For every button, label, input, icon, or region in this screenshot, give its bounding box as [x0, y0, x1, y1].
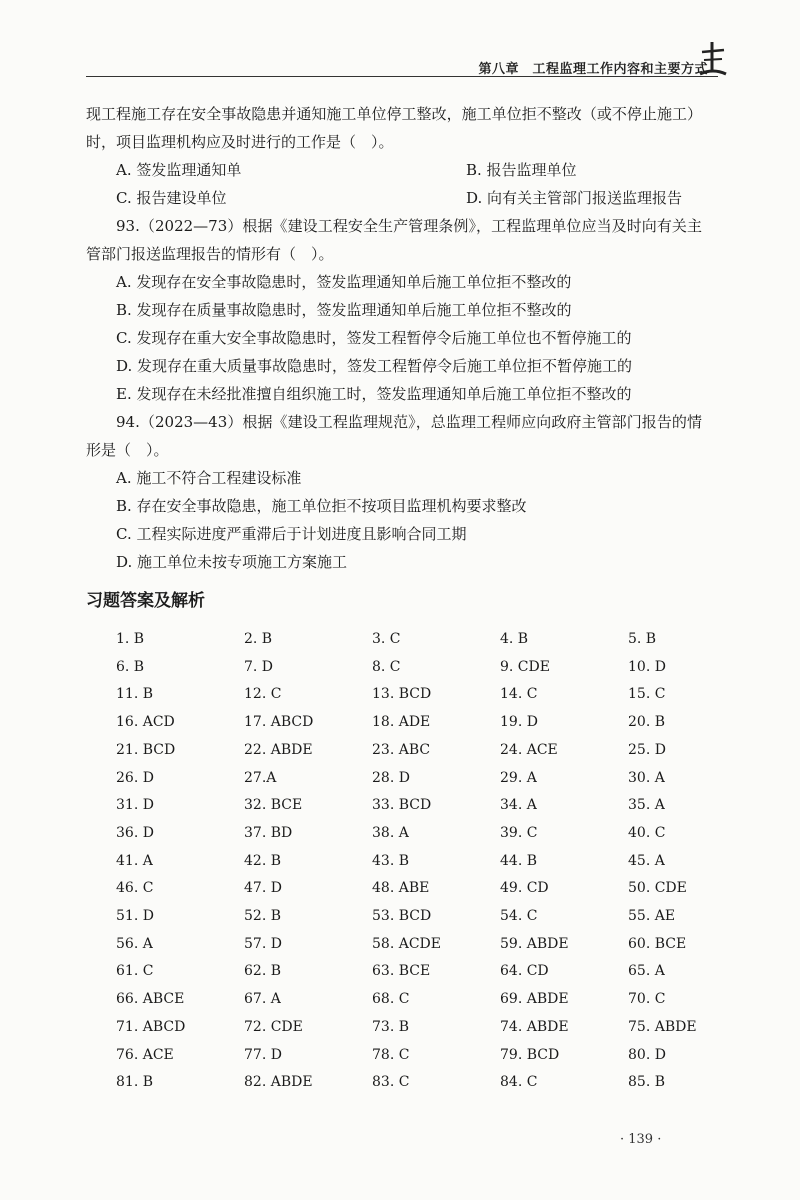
answer-item: 64. CD: [500, 963, 549, 980]
question-93-option-a: A. 发现存在安全事故隐患时，签发监理通知单后施工单位拒不整改的: [116, 273, 572, 291]
answer-item: 28. D: [372, 769, 410, 786]
question-94-option-a: A. 施工不符合工程建设标准: [116, 469, 302, 487]
question-93-text: 93.（2022—73）根据《建设工程安全生产管理条例》，工程监理单位应当及时向有关主管部门报送监理报告的情形有（ ）。: [86, 217, 702, 263]
answer-item: 57. D: [244, 935, 282, 952]
answer-item: 23. ABC: [372, 741, 431, 758]
answer-item: 33. BCD: [372, 797, 432, 814]
answers-grid: [86, 626, 702, 1097]
answer-item: 81. B: [116, 1074, 154, 1091]
answer-item: 68. C: [372, 991, 410, 1008]
answer-item: 66. ABCE: [116, 991, 185, 1008]
page-number: · 139 ·: [620, 1132, 662, 1147]
answer-item: 21. BCD: [116, 741, 176, 758]
answer-item: 84. C: [500, 1074, 538, 1091]
answer-item: 24. ACE: [500, 741, 558, 758]
answer-item: 15. C: [628, 686, 666, 703]
answer-item: 47. D: [244, 880, 282, 897]
answer-item: 78. C: [372, 1046, 410, 1063]
answer-item: 5. B: [628, 631, 657, 647]
chapter-decoration-icon: [696, 40, 730, 80]
answer-item: 48. ABE: [372, 880, 430, 897]
answer-item: 8. C: [372, 658, 401, 675]
answer-item: 76. ACE: [116, 1046, 174, 1063]
answer-item: 67. A: [244, 991, 281, 1008]
answer-item: 2. B: [244, 631, 273, 647]
answer-item: 44. B: [500, 852, 538, 869]
answer-item: 35. A: [628, 797, 665, 814]
answer-item: 12. C: [244, 686, 282, 703]
answer-item: 1. B: [116, 631, 145, 647]
answer-item: 43. B: [372, 852, 410, 869]
question-92-options-row-2: [86, 184, 702, 212]
answer-item: 63. BCE: [372, 963, 431, 980]
answer-item: 18. ADE: [372, 714, 431, 731]
question-93-option-c: C. 发现存在重大安全事故隐患时，签发工程暂停令后施工单位也不暂停施工的: [116, 329, 632, 347]
answer-item: 32. BCE: [244, 797, 303, 814]
answer-item: 40. C: [628, 824, 666, 841]
answer-item: 58. ACDE: [372, 935, 441, 952]
answer-item: 56. A: [116, 935, 153, 952]
answer-item: 72. CDE: [244, 1018, 303, 1035]
question-93-option-b: B. 发现存在质量事故隐患时，签发监理通知单后施工单位拒不整改的: [116, 301, 572, 319]
answer-item: 65. A: [628, 963, 665, 980]
answer-item: 31. D: [116, 797, 154, 814]
answer-item: 25. D: [628, 741, 666, 758]
answer-item: 85. B: [628, 1074, 666, 1091]
answer-item: 19. D: [500, 714, 538, 731]
answer-item: 7. D: [244, 658, 274, 675]
option-a: A. 签发监理通知单: [116, 161, 242, 179]
answer-item: 83. C: [372, 1074, 410, 1091]
answer-item: 13. BCD: [372, 686, 432, 703]
question-92-options-row-1: [86, 156, 702, 184]
chapter-header-title: 第八章 工程监理工作内容和主要方式: [478, 62, 708, 77]
option-b: B. 报告监理单位: [466, 161, 577, 179]
answer-item: 79. BCD: [500, 1046, 560, 1063]
question-94-text: 94.（2023—43）根据《建设工程监理规范》，总监理工程师应向政府主管部门报告的情形是（ ）。: [86, 413, 702, 459]
answer-item: 53. BCD: [372, 908, 432, 925]
answer-item: 77. D: [244, 1046, 282, 1063]
answer-item: 46. C: [116, 880, 154, 897]
answer-item: 61. C: [116, 963, 154, 980]
answer-item: 11. B: [116, 686, 154, 703]
question-93-option-e: E. 发现存在未经批准擅自组织施工时，签发监理通知单后施工单位拒不整改的: [116, 385, 632, 403]
answer-item: 70. C: [628, 991, 666, 1008]
answer-item: 80. D: [628, 1046, 666, 1063]
answer-item: 62. B: [244, 963, 282, 980]
answers-section-title: 习题答案及解析: [86, 591, 205, 611]
answer-item: 36. D: [116, 824, 154, 841]
option-c: C. 报告建设单位: [116, 189, 227, 207]
answer-item: 10. D: [628, 658, 666, 675]
answer-item: 73. B: [372, 1018, 410, 1035]
answer-item: 51. D: [116, 908, 154, 925]
answer-item: 29. A: [500, 769, 537, 786]
answer-item: 39. C: [500, 824, 538, 841]
answer-item: 26. D: [116, 769, 154, 786]
answer-item: 50. CDE: [628, 880, 687, 897]
answer-item: 82. ABDE: [244, 1074, 313, 1091]
answer-item: 54. C: [500, 908, 538, 925]
question-94-option-c: C. 工程实际进度严重滞后于计划进度且影响合同工期: [116, 525, 467, 543]
answer-item: 41. A: [116, 852, 153, 869]
header-divider: [86, 76, 718, 77]
answer-item: 69. ABDE: [500, 991, 569, 1008]
answer-item: 27.A: [244, 769, 277, 786]
answer-item: 71. ABCD: [116, 1018, 186, 1035]
answer-item: 45. A: [628, 852, 665, 869]
answer-item: 37. BD: [244, 824, 293, 841]
answer-item: 9. CDE: [500, 658, 550, 675]
question-94-option-b: B. 存在安全事故隐患，施工单位拒不按项目监理机构要求整改: [116, 497, 527, 515]
answer-item: 59. ABDE: [500, 935, 569, 952]
answer-item: 3. C: [372, 631, 401, 647]
answer-item: 30. A: [628, 769, 665, 786]
answer-item: 17. ABCD: [244, 714, 314, 731]
page-content: [86, 100, 702, 1097]
answer-item: 55. AE: [628, 908, 676, 925]
answer-item: 60. BCE: [628, 935, 687, 952]
answer-item: 74. ABDE: [500, 1018, 569, 1035]
answer-item: 34. A: [500, 797, 537, 814]
answer-item: 38. A: [372, 824, 409, 841]
answer-item: 16. ACD: [116, 714, 175, 731]
question-92-continued-text: 现工程施工存在安全事故隐患并通知施工单位停工整改，施工单位拒不整改（或不停止施工）时，项目监理机构应及时进行的工作是（ ）。: [86, 105, 702, 151]
answer-item: 42. B: [244, 852, 282, 869]
option-d: D. 向有关主管部门报送监理报告: [466, 189, 683, 207]
answer-item: 6. B: [116, 658, 145, 675]
answer-item: 75. ABDE: [628, 1018, 697, 1035]
answer-item: 4. B: [500, 631, 529, 647]
answer-item: 49. CD: [500, 880, 549, 897]
answer-item: 22. ABDE: [244, 741, 313, 758]
answer-item: 20. B: [628, 714, 666, 731]
question-93-option-d: D. 发现存在重大质量事故隐患时，签发工程暂停令后施工单位拒不暂停施工的: [116, 357, 633, 375]
answer-item: 14. C: [500, 686, 538, 703]
answer-item: 52. B: [244, 908, 282, 925]
question-94-option-d: D. 施工单位未按专项施工方案施工: [116, 553, 348, 571]
